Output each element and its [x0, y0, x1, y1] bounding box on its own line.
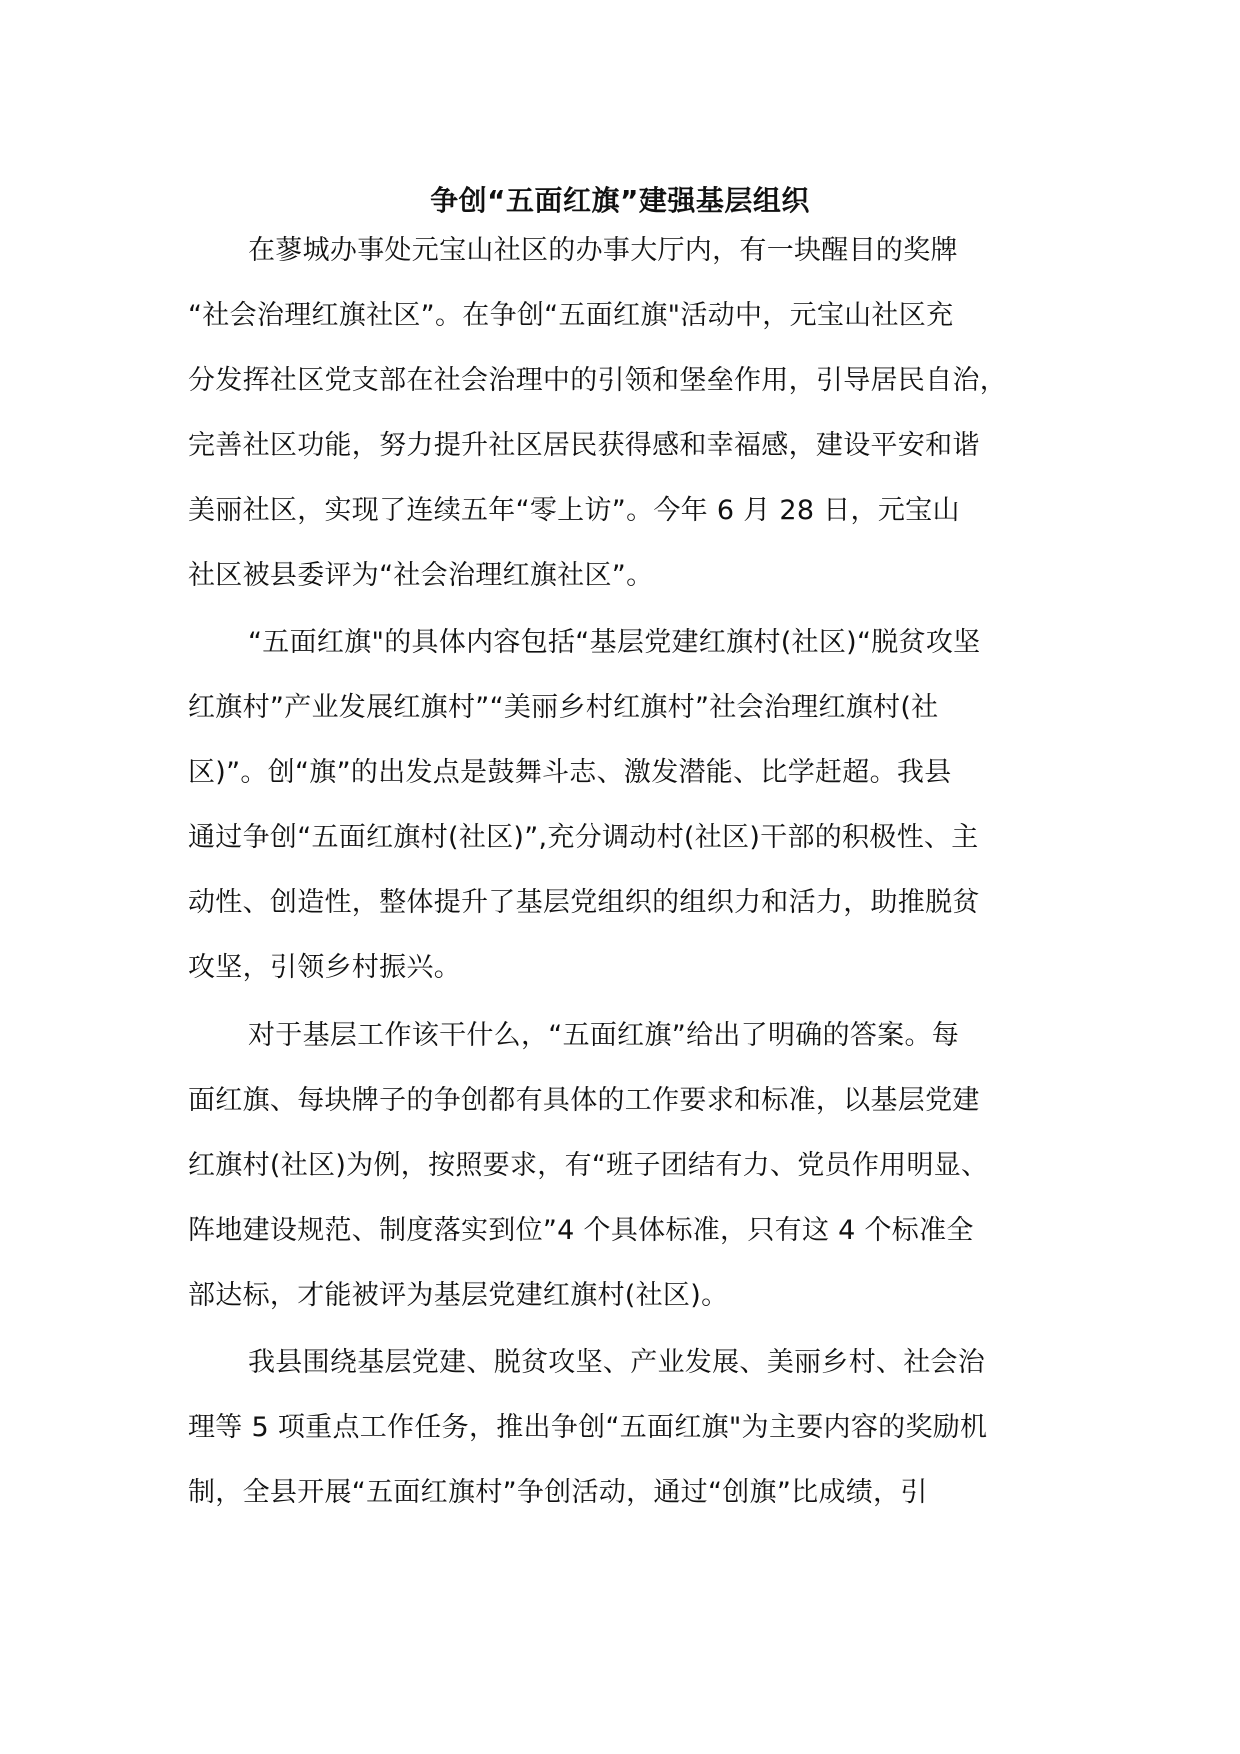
paragraph-line: 对于基层工作该干什么，“五面红旗”给出了明确的答案。每 [248, 1020, 960, 1051]
document-title: 争创“五面红旗”建强基层组织 [430, 184, 810, 217]
paragraph-line: 理等 5 项重点工作任务，推出争创“五面红旗"为主要内容的奖励机 [188, 1412, 988, 1443]
paragraph-line: 美丽社区，实现了连续五年“零上访”。今年 6 月 28 日，元宝山 [188, 495, 960, 526]
paragraph-4 [188, 1330, 1068, 1525]
paragraph-line: 部达标，才能被评为基层党建红旗村(社区)。 [188, 1280, 729, 1311]
paragraph-line: 红旗村”产业发展红旗村”“美丽乡村红旗村”社会治理红旗村(社 [188, 692, 939, 723]
paragraph-line: 动性、创造性，整体提升了基层党组织的组织力和活力，助推脱贫 [188, 887, 980, 918]
paragraph-line: 面红旗、每块牌子的争创都有具体的工作要求和标准，以基层党建 [188, 1085, 980, 1116]
paragraph-3 [188, 1003, 1068, 1328]
paragraph-line: 通过争创“五面红旗村(社区)”,充分调动村(社区)干部的积极性、主 [188, 822, 979, 853]
paragraph-line: 攻坚，引领乡村振兴。 [188, 952, 461, 983]
paragraph-line: 我县围绕基层党建、脱贫攻坚、产业发展、美丽乡村、社会治 [248, 1347, 986, 1378]
paragraph-1 [188, 218, 1068, 608]
paragraph-line: 区)”。创“旗”的出发点是鼓舞斗志、激发潜能、比学赶超。我县 [188, 757, 952, 788]
paragraph-line: “社会治理红旗社区”。在争创“五面红旗"活动中，元宝山社区充 [188, 300, 954, 331]
paragraph-line: 红旗村(社区)为例，按照要求，有“班子团结有力、党员作用明显、 [188, 1150, 989, 1181]
paragraph-line: 阵地建设规范、制度落实到位”4 个具体标准，只有这 4 个标准全 [188, 1215, 974, 1246]
paragraph-line: “五面红旗"的具体内容包括“基层党建红旗村(社区)“脱贫攻坚 [248, 627, 981, 658]
paragraph-line: 在蓼城办事处元宝山社区的办事大厅内，有一块醒目的奖牌 [248, 235, 958, 266]
paragraph-line: 制，全县开展“五面红旗村”争创活动，通过“创旗”比成绩，引 [188, 1477, 928, 1508]
paragraph-line: 完善社区功能，努力提升社区居民获得感和幸福感，建设平安和谐 [188, 430, 980, 461]
paragraph-line: 社区被县委评为“社会治理红旗社区”。 [188, 560, 654, 591]
paragraph-2 [188, 610, 1068, 1000]
paragraph-line: 分发挥社区党支部在社会治理中的引领和堡垒作用，引导居民自治， [188, 365, 1007, 396]
